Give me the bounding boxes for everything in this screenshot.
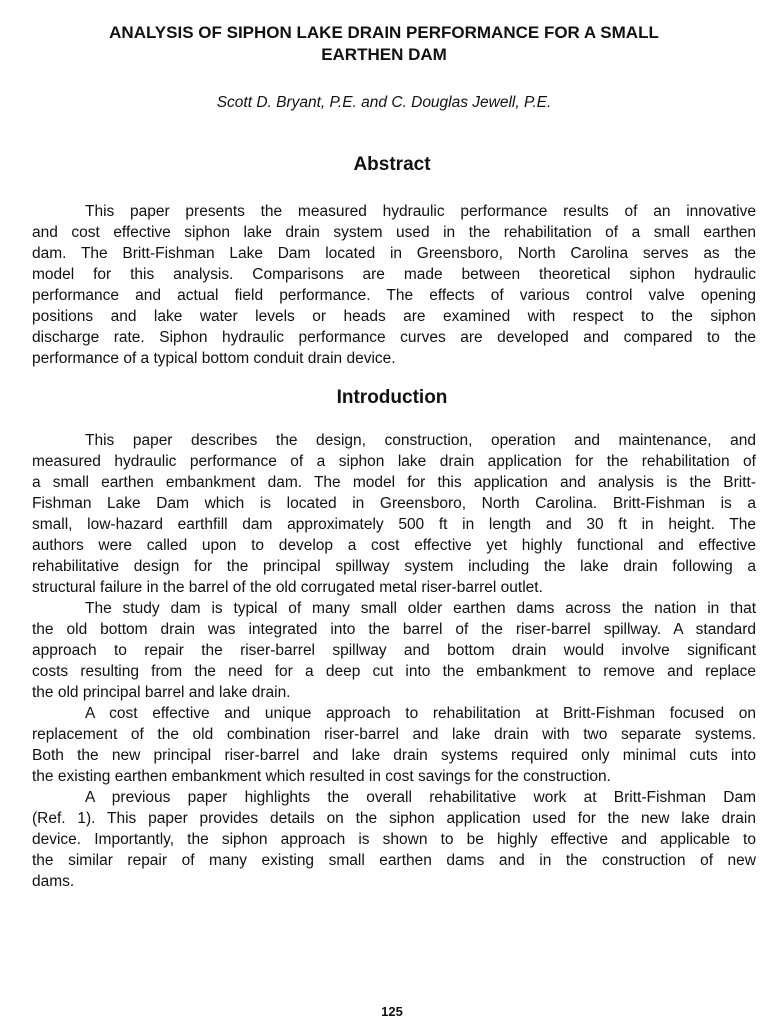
paragraph-line: the similar repair of many existing small earthen dams and in the construction of new (32, 852, 756, 869)
paragraph-line: device. Importantly, the siphon approach is shown to be highly effective and applicable to (32, 831, 756, 848)
paragraph-line: positions and lake water levels or heads are examined with respect to the siphon (32, 308, 756, 325)
paragraph-line: This paper describes the design, construction, operation and maintenance, and (85, 432, 756, 449)
paragraph-line: performance and actual field performance. The effects of various control valve opening (32, 287, 756, 304)
paragraph-line: rehabilitative design for the principal spillway system including the lake drain following a (32, 558, 756, 575)
paper-title (20, 22, 748, 66)
paragraph-line: dam. The Britt-Fishman Lake Dam located in Greensboro, North Carolina serves as the (32, 245, 756, 262)
paragraph (32, 201, 756, 369)
paragraph (32, 430, 756, 598)
paragraph-line: A cost effective and unique approach to rehabilitation at Britt-Fishman focused on (85, 705, 756, 722)
paper-authors: Scott D. Bryant, P.E. and C. Douglas Jewell, P.E. (216, 94, 552, 111)
paragraph (32, 703, 756, 787)
paragraph-line: and cost effective siphon lake drain system used in the rehabilitation of a small earthen (32, 224, 756, 241)
paragraph-line: Both the new principal riser-barrel and lake drain systems required only minimal cuts into (32, 747, 756, 764)
paragraph-line: small, low-hazard earthfill dam approximately 500 ft in length and 30 ft in height. The (32, 516, 756, 533)
paragraph-line: replacement of the old combination riser-barrel and lake drain with two separate systems. (32, 726, 756, 743)
paragraph-line: discharge rate. Siphon hydraulic performance curves are developed and compared to the (32, 329, 756, 346)
introduction-body (32, 430, 756, 892)
paper-title-line-2: EARTHEN DAM (321, 45, 447, 64)
paragraph-line: dams. (32, 873, 75, 890)
abstract-body (32, 201, 756, 369)
paragraph-line: the old principal barrel and lake drain. (32, 684, 291, 701)
paragraph-line: performance of a typical bottom conduit drain device. (32, 350, 396, 367)
paragraph-line: structural failure in the barrel of the old corrugated metal riser-barrel outlet. (32, 579, 543, 596)
paragraph-line: The study dam is typical of many small older earthen dams across the nation in that (85, 600, 756, 617)
page-number: 125 (381, 1004, 403, 1019)
paragraph (32, 787, 756, 892)
paragraph-line: measured hydraulic performance of a siphon lake drain application for the rehabilitation of (32, 453, 756, 470)
paragraph-line: Fishman Lake Dam which is located in Greensboro, North Carolina. Britt-Fishman is a (32, 495, 756, 512)
abstract-heading: Abstract (353, 154, 431, 175)
paragraph (32, 598, 756, 703)
paragraph-line: a small earthen embankment dam. The model for this application and analysis is the Britt- (32, 474, 756, 491)
paragraph-line: costs resulting from the need for a deep cut into the embankment to remove and replace (32, 663, 756, 680)
paragraph-line: the existing earthen embankment which resulted in cost savings for the construction. (32, 768, 611, 785)
paper-title-line-1: ANALYSIS OF SIPHON LAKE DRAIN PERFORMANCE FOR A SMALL (109, 23, 659, 42)
paragraph-line: A previous paper highlights the overall rehabilitative work at Britt-Fishman Dam (85, 789, 756, 806)
paragraph-line: This paper presents the measured hydraulic performance results of an innovative (85, 203, 756, 220)
paragraph-line: model for this analysis. Comparisons are made between theoretical siphon hydraulic (32, 266, 756, 283)
paragraph-line: the old bottom drain was integrated into the barrel of the riser-barrel spillway. A standard (32, 621, 756, 638)
paragraph-line: approach to repair the riser-barrel spillway and bottom drain would involve significant (32, 642, 756, 659)
introduction-heading: Introduction (336, 387, 448, 408)
paragraph-line: (Ref. 1). This paper provides details on the siphon application used for the new lake drain (32, 810, 756, 827)
paragraph-line: authors were called upon to develop a cost effective yet highly functional and effective (32, 537, 756, 554)
